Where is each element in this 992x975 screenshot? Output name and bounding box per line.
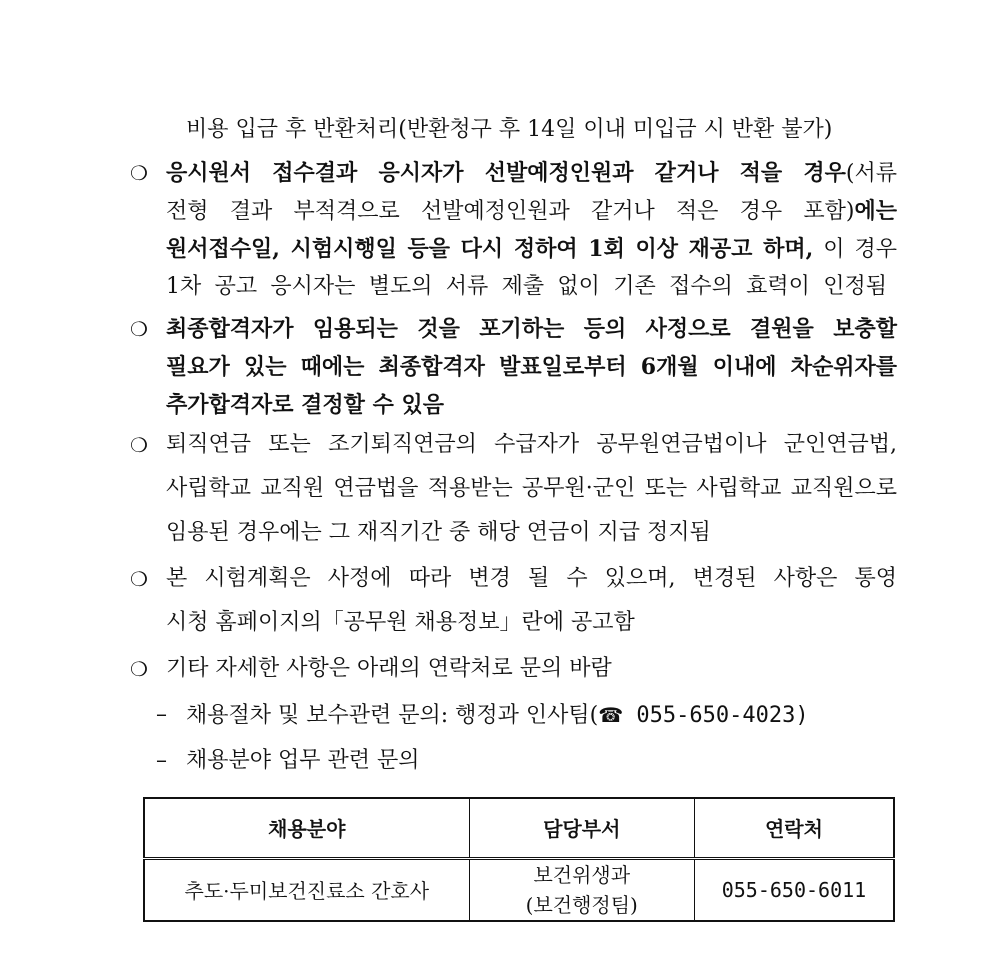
header-field: 채용분야 — [144, 798, 469, 858]
bullet-circle-icon: ❍ — [130, 657, 148, 681]
item4-line2-text: 시청 홈페이지의「공무원 채용정보」란에 공고함 — [166, 610, 635, 635]
item1-line3 — [166, 235, 897, 264]
item1-line2-normal: 전형 결과 부적격으로 선발예정인원과 같거나 적은 경우 포함) — [166, 199, 855, 224]
dash-marker: – — [156, 748, 167, 773]
header-department: 담당부서 — [469, 798, 694, 858]
item2-line3-text: 추가합격자로 결정할 수 있음 — [166, 392, 445, 418]
item4-line1 — [166, 565, 897, 593]
item1-line3-normal: 이 경우 — [813, 237, 898, 262]
contact-table — [143, 797, 895, 922]
item3-line3 — [166, 519, 711, 547]
sub1-text: 채용절차 및 보수관련 문의: 행정과 인사팀( — [186, 703, 599, 728]
header-contact: 연락처 — [694, 798, 894, 858]
bullet-circle-icon: ❍ — [130, 567, 148, 591]
item2-line2-text: 필요가 있는 때에는 최종합격자 발표일로부터 6개월 이내에 차순위자를 — [166, 354, 897, 380]
dept-line1: 보건위생과 — [533, 862, 631, 887]
item4-line2 — [166, 609, 635, 637]
item3-line2-text: 사립학교 교직원 연금법을 적용받는 공무원·군인 또는 사립학교 교직원으로 — [166, 476, 897, 501]
bullet-circle-icon: ❍ — [130, 433, 148, 457]
item1-line2-bold: 에는 — [854, 198, 897, 224]
item3-line1 — [166, 431, 897, 459]
item3-line1-text: 퇴직연금 또는 조기퇴직연금의 수급자가 공무원연금법이나 군인연금법, — [166, 432, 897, 457]
item1-line4-text: 1차 공고 응시자는 별도의 서류 제출 없이 기존 접수의 효력이 인정됨 — [166, 274, 887, 299]
item5-line1-text: 기타 자세한 사항은 아래의 연락처로 문의 바람 — [166, 656, 612, 681]
item2-line2 — [166, 353, 897, 381]
item1-line1-bold: 응시원서 접수결과 응시자가 선발예정인원과 같거나 적을 경우 — [166, 160, 846, 186]
item1-line1 — [166, 159, 897, 188]
item2-line1 — [166, 315, 897, 343]
item1-line1-normal: (서류 — [845, 161, 897, 186]
item1-line3-bold: 원서접수일, 시험시행일 등을 다시 정하여 1회 이상 재공고 하며, — [166, 236, 814, 262]
dash-marker: – — [156, 702, 167, 727]
item2-line3 — [166, 391, 444, 419]
item1-line2 — [166, 197, 897, 226]
sub1-phone: 055-650-4023) — [623, 703, 809, 728]
sub1-content — [186, 701, 809, 730]
table-row — [144, 858, 894, 921]
item2-line1-text: 최종합격자가 임용되는 것을 포기하는 등의 사정으로 결원을 보충할 — [166, 316, 897, 342]
phone-icon: ☎ — [598, 703, 624, 727]
item5-line1 — [166, 655, 612, 683]
item3-line2 — [166, 475, 897, 503]
item4-line1-text: 본 시험계획은 사정에 따라 변경 될 수 있으며, 변경된 사항은 통영 — [166, 566, 897, 591]
continuation-text: 비용 입금 후 반환처리(반환청구 후 14일 이내 미입금 시 반환 불가) — [186, 117, 833, 142]
sub2-text: 채용분야 업무 관련 문의 — [186, 748, 420, 773]
cell-department — [469, 858, 694, 921]
dept-line2: (보건행정팀) — [525, 892, 638, 917]
item1-line4 — [166, 273, 887, 301]
continuation-line — [186, 116, 832, 144]
item3-line3-text: 임용된 경우에는 그 재직기간 중 해당 연금이 지급 정지됨 — [166, 520, 711, 545]
bullet-circle-icon: ❍ — [130, 161, 148, 185]
table-header-row — [144, 798, 894, 858]
cell-phone: 055-650-6011 — [694, 858, 894, 921]
cell-field: 추도·두미보건진료소 간호사 — [144, 858, 469, 921]
bullet-circle-icon: ❍ — [130, 317, 148, 341]
